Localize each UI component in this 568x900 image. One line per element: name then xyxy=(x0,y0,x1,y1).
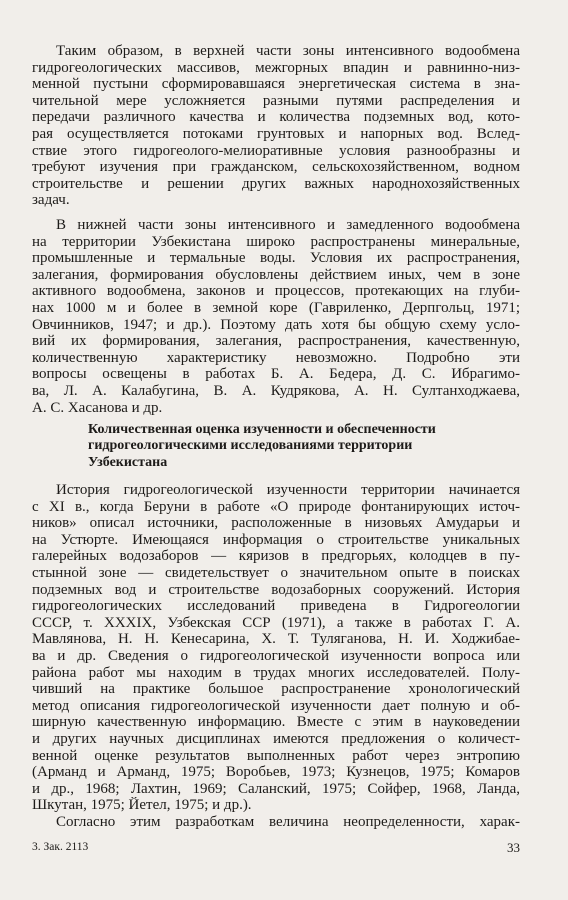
text-line: чивший на практике большое распространение хронологический xyxy=(32,681,520,698)
text-line: передачи различного качества и количества подземных вод, кото- xyxy=(32,109,520,126)
text-line: Шкутан, 1975; Йетел, 1975; и др.). xyxy=(32,797,252,814)
text-line: Согласно этим разработкам величина неопределенности, харак- xyxy=(56,814,520,830)
text-line: рая осуществляется потоками грунтовых и напорных вод. Вслед- xyxy=(32,125,520,142)
text-line: Овчинников, 1947; и др.). Поэтому дать хотя бы общую схему усло- xyxy=(32,316,520,333)
text-line: История гидрогеологической изученности территории начинается xyxy=(56,482,520,498)
paragraph-4 xyxy=(32,814,520,831)
text-line: с XI в., когда Беруни в работе «О природе фонтанирующих источ- xyxy=(32,498,520,515)
text-line: менной пустыни сформировавшаяся энергетическая система в зна- xyxy=(32,76,520,93)
text-line: гидрогеологических исследований приведена в Гидрогеологии xyxy=(32,598,520,615)
text-line: залегания, формирования обусловлены действием иных, чем в зоне xyxy=(32,266,520,283)
paragraph-3 xyxy=(32,482,520,814)
text-line: метод описания гидрогеологической изученности дает полную и об- xyxy=(32,697,520,714)
text-line: требуют изучения при гражданском, сельскохозяйственном, водном xyxy=(32,159,520,176)
page-footer xyxy=(32,841,520,859)
text-line: Таким образом, в верхней части зоны интенсивного водообмена xyxy=(56,43,520,59)
text-line: венной оценке результатов выполненных работ через энтропию xyxy=(32,747,520,764)
heading-line: гидрогеологическими исследованиями территории xyxy=(88,438,413,454)
text-line: активного водообмена, законов и процессов, протекающих на глуби- xyxy=(32,283,520,300)
text-line: и др., 1968; Лахтин, 1969; Саланский, 1975; Сойфер, 1968, Ланда, xyxy=(32,780,520,797)
paragraph-1 xyxy=(32,43,520,209)
text-line: на территории Узбекистана широко распространены минеральные, xyxy=(32,233,520,250)
text-line: ширную качественную информацию. Вместе с этим в науковедении xyxy=(32,714,520,731)
text-line: СССР, т. XXXIX, Узбекская ССР (1971), а также в работах Г. А. xyxy=(32,614,520,631)
text-line: промышленные и термальные воды. Условия их распространения, xyxy=(32,250,520,267)
paragraph-2 xyxy=(32,217,520,416)
text-line: строительстве и решении других важных народнохозяйственных xyxy=(32,175,520,192)
heading-line: Узбекистана xyxy=(88,454,168,470)
text-line: В нижней части зоны интенсивного и замедленного водообмена xyxy=(56,217,520,233)
text-line: подземных вод и строительстве водозаборных сооружений. История xyxy=(32,581,520,598)
text-line: количественную характеристику невозможно. Подробно эти xyxy=(32,349,520,366)
text-line: чительной мере усложняется разными путями распределения и xyxy=(32,92,520,109)
text-line: вопросы освещены в работах Б. А. Бедера, Д. С. Ибрагимо- xyxy=(32,366,520,383)
text-line: (Арманд и Арманд, 1975; Воробьев, 1973; Кузнецов, 1975; Комаров xyxy=(32,764,520,781)
text-line: галерейных водозаборов — кяризов в предгорьях, колодцев в пу- xyxy=(32,548,520,565)
text-line: ва, Л. А. Калабугина, В. А. Кудрякова, А. Н. Султанходжаева, xyxy=(32,382,520,399)
text-line: ников» описал источники, расположенные в низовьях Амударьи и xyxy=(32,515,520,532)
text-line: и других научных дисциплинах имеются предложения о количест- xyxy=(32,730,520,747)
text-line: района работ мы находим в трудах многих исследователей. Полу- xyxy=(32,664,520,681)
text-line: А. С. Хасанова и др. xyxy=(32,399,163,416)
text-line: на Устюрте. Имеющаяся информация о строительстве уникальных xyxy=(32,531,520,548)
text-line: ствие этого гидрогеолого-мелиоративные условия разнообразны и xyxy=(32,142,520,159)
heading-line: Количественная оценка изученности и обеспеченности xyxy=(88,422,436,437)
text-line: задач. xyxy=(32,192,70,209)
text-line: Мавлянова, Н. Н. Кенесарина, Х. Т. Туляганова, Н. И. Ходжибае- xyxy=(32,631,520,648)
printer-signature: 3. Зак. 2113 xyxy=(32,841,89,853)
text-line: стынной зоне — свидетельствует о значительном опыте в поисках xyxy=(32,564,520,581)
text-line: вий их формирования, залегания, распространения, качественную, xyxy=(32,333,520,350)
text-line: ва и др. Сведения о гидрогеологической изученности вопроса или xyxy=(32,647,520,664)
text-line: нах 1000 м и более в земной коре (Гавриленко, Дерпгольц, 1971; xyxy=(32,299,520,316)
section-heading xyxy=(88,422,508,471)
text-line: гидрогеологических массивов, межгорных впадин и равнинно-низ- xyxy=(32,59,520,76)
page-number: 33 xyxy=(507,840,520,855)
